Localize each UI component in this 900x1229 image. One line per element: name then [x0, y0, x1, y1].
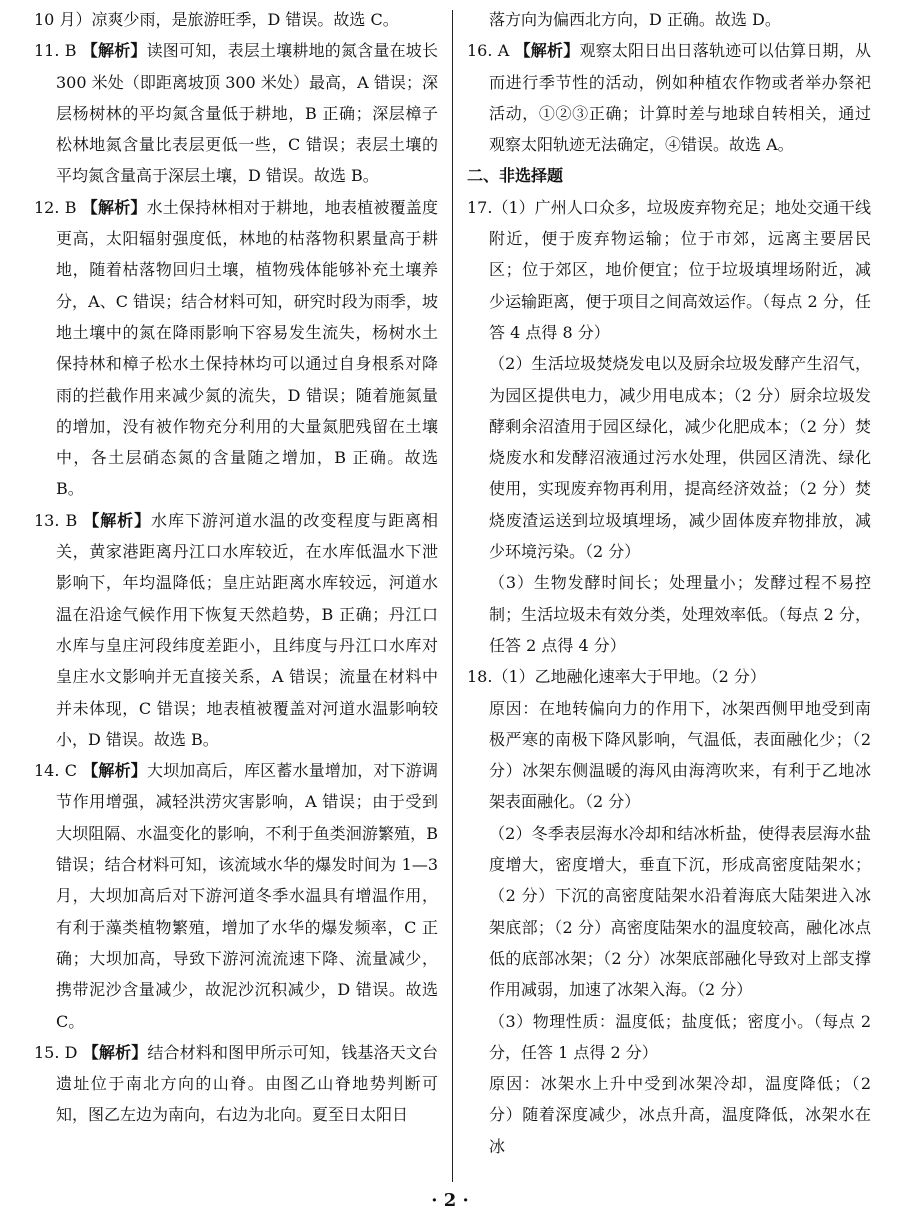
- answer-18-part-1-reason: 原因：在地转偏向力的作用下，冰架西侧甲地受到南极严寒的南极下降风影响，气温低，表面融化少；（2 分）冰架东侧温暖的海风由海湾吹来，有利于乙地冰架表面融化。（2 分）: [489, 698, 871, 812]
- answer-18-number: 18.: [467, 667, 493, 687]
- answer-12-number: 12. B: [34, 197, 77, 217]
- answer-18-part-1: [467, 661, 871, 692]
- answer-18-part-3-reason: 原因：冰架水上升中受到冰架冷却，温度降低；（2 分）随着深度减少，冰点升高，温度降低，冰架水在冰: [489, 1074, 871, 1156]
- answer-15: [34, 1037, 438, 1131]
- answer-16-number: 16. A: [467, 41, 510, 61]
- answer-14-text: 大坝加高后，库区蓄水量增加，对下游调节作用增强，减轻洪涝灾害影响，A 错误；由于受到大坝阻隔、水温变化的影响，不利于鱼类洄游繁殖，B 错误；结合材料可知，该流域水华的爆发时间为 1—3 月，大坝加高后对下游河道冬季水温具有增温作用，有利于藻类植物繁殖，增加了水华的爆发频率，C 正确；大坝加高，导致下游河流流速下降、流量减少，携带泥沙含量减少，故泥沙沉积减少，D 错误。故选 C。: [56, 761, 438, 1031]
- answer-13-tag: 【解析】: [83, 510, 152, 530]
- answer-12-tag: 【解析】: [81, 197, 147, 217]
- q15-continuation: 落方向为偏西北方向，D 正确。故选 D。: [489, 10, 781, 29]
- section-title: 二、非选择题: [467, 166, 564, 186]
- answer-15-tag: 【解析】: [82, 1042, 148, 1062]
- column-divider: [452, 10, 453, 1182]
- answer-14-tag: 【解析】: [82, 761, 147, 781]
- answer-17-part-3: （3）生物发酵时间长；处理量小；发酵过程不易控制；生活垃圾未有效分类，处理效率低。（每点 2 分，任答 2 点得 4 分）: [489, 573, 871, 655]
- answer-13: [34, 505, 438, 755]
- answer-15-text: 结合材料和图甲所示可知，钱基洛天文台遗址位于南北方向的山脊。由图乙山脊地势判断可知，图乙左边为南向，右边为北向。夏至日太阳日: [56, 1042, 438, 1125]
- answer-16-text: 观察太阳日出日落轨迹可以估算日期，从而进行季节性的活动，例如种植农作物或者举办祭祀活动，①②③正确；计算时差与地球自转相关，通过观察太阳轨迹无法确定，④错误。故选 A。: [489, 41, 871, 155]
- answer-17-part-2: （2）生活垃圾焚烧发电以及厨余垃圾发酵产生沼气，为园区提供电力，减少用电成本；（2 分）厨余垃圾发酵剩余沼渣用于园区绿化，减少化肥成本；（2 分）焚烧废水和发酵沼液通过污水处理，供园区清洗、绿化使用，实现废弃物再利用，提高经济效益；（2 分）焚烧废渣运送到垃圾填埋场，减少固体废弃物排放，减少环境污染。（2 分）: [489, 354, 871, 562]
- q10-continuation: 10 月）凉爽少雨，是旅游旺季，D 错误。故选 C。: [34, 10, 399, 29]
- page-number: · 2 ·: [431, 1190, 469, 1211]
- answer-17-part-1-text: （1）广州人口众多，垃圾废弃物充足；地处交通干线附近，便于废弃物运输；位于市郊，远离主要居民区；位于郊区，地价便宜；位于垃圾填埋场附近，减少运输距离，便于项目之间高效运作。（每点 2 分，任答 4 点得 8 分）: [489, 197, 871, 342]
- answer-11: [34, 35, 438, 191]
- answer-18-part-1-text: （1）乙地融化速率大于甲地。（2 分）: [492, 667, 766, 687]
- answer-11-number: 11. B: [34, 41, 77, 61]
- answer-11-text: 读图可知，表层土壤耕地的氮含量在坡长 300 米处（即距离坡顶 300 米处）最高，A 错误；深层杨树林的平均氮含量低于耕地，B 正确；深层樟子松林地氮含量比表层更低一些，C 错误；表层土壤的平均氮含量高于深层土壤，D 错误。故选 B。: [56, 41, 438, 186]
- answer-12: [34, 192, 438, 505]
- answer-11-tag: 【解析】: [81, 41, 147, 61]
- answer-12-text: 水土保持林相对于耕地，地表植被覆盖度更高，太阳辐射强度低，林地的枯落物积累量高于耕地，随着枯落物回归土壤，植物残体能够补充土壤养分，A、C 错误；结合材料可知，研究时段为雨季，坡地土壤中的氮在降雨影响下容易发生流失，杨树水土保持林和樟子松水土保持林均可以通过自身根系对降雨的拦截作用来减少氮的流失，D 错误；随着施氮量的增加，没有被作物充分利用的大量氮肥残留在土壤中，各土层硝态氮的含量随之增加，B 正确。故选 B。: [56, 197, 438, 499]
- answer-15-number: 15. D: [34, 1042, 78, 1062]
- answer-16-tag: 【解析】: [514, 41, 580, 61]
- right-column: [467, 4, 871, 1162]
- answer-17-part-1: [467, 192, 871, 348]
- answer-13-text: 水库下游河道水温的改变程度与距离相关，黄家港距离丹江口水库较近，在水库低温水下泄影响下，年均温降低；皇庄站距离水库较远，河道水温在沿途气候作用下恢复天然趋势，B 正确；丹江口水库与皇庄河段纬度差距小，且纬度与丹江口水库对皇庄水文影响并无直接关系，A 错误；流量在材料中并未体现，C 错误；地表植被覆盖对河道水温影响较小，D 错误。故选 B。: [56, 510, 438, 749]
- answer-18-part-2: （2）冬季表层海水冷却和结冰析盐，使得表层海水盐度增大，密度增大，垂直下沉，形成高密度陆架水；（2 分）下沉的高密度陆架水沿着海底大陆架进入冰架底部；（2 分）高密度陆架水的温度较高，融化冰点低的底部冰架；（2 分）冰架底部融化导致对上部支撑作用减弱，加速了冰架入海。（2 分）: [489, 823, 871, 1000]
- answer-18-part-3: （3）物理性质：温度低；盐度低；密度小。（每点 2 分，任答 1 点得 2 分）: [489, 1011, 871, 1062]
- answer-17-number: 17.: [467, 197, 493, 217]
- answer-16: [467, 35, 871, 160]
- answer-14: [34, 755, 438, 1037]
- answer-14-number: 14. C: [34, 761, 77, 781]
- left-column: [34, 4, 438, 1131]
- answer-13-number: 13. B: [34, 510, 78, 530]
